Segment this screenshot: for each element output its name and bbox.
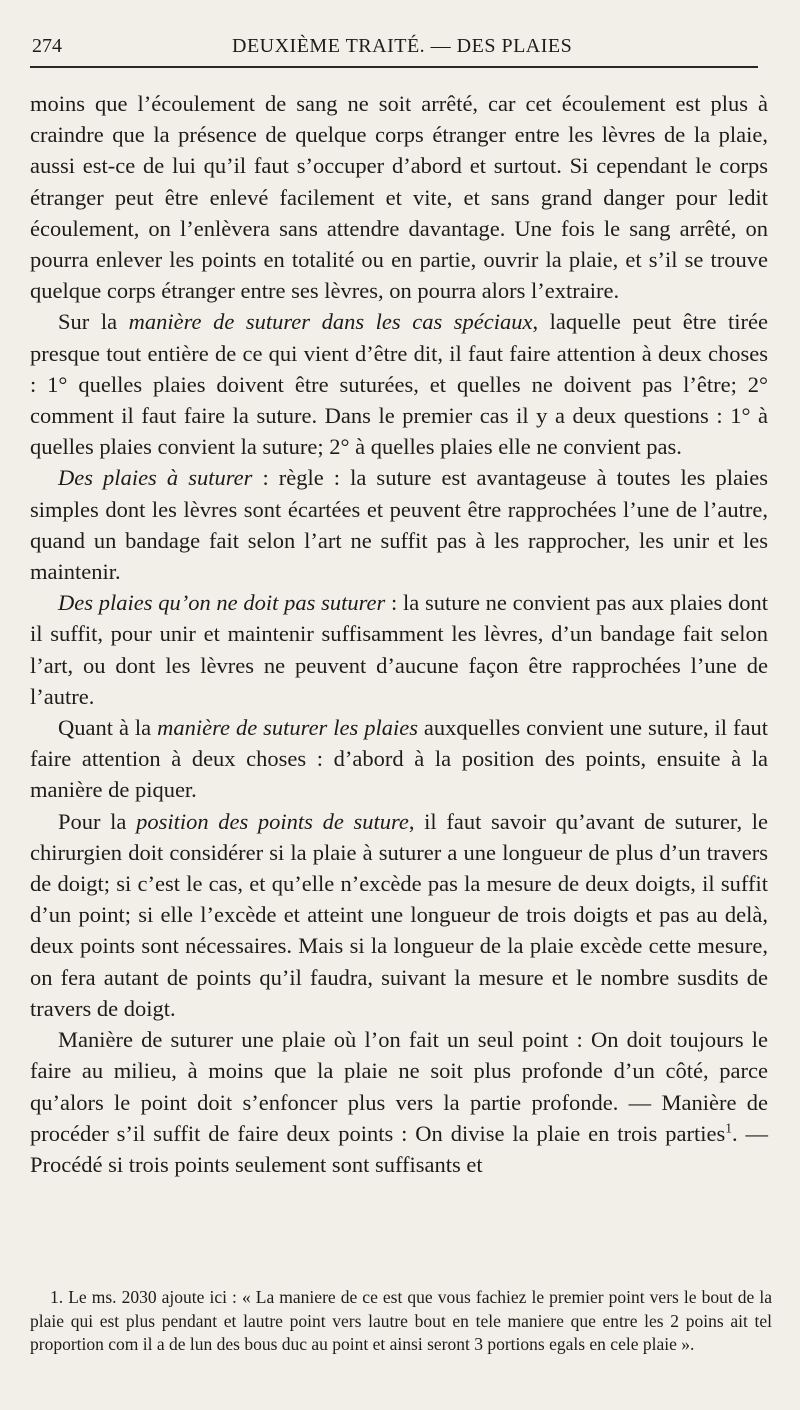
footnotes xyxy=(30,1286,772,1357)
paragraph xyxy=(30,587,768,712)
footnote: 1. Le ms. 2030 ajoute ici : « La maniere de ce est que vous fachiez le premier point vers le bout de la plaie qui est plus pendant et lautre point vers lautre bout en tele maniere que entre les 2 poins ait tel proportion com il a de lun des bous duc au point et ainsi seront 3 portions egals en cele plaie ». xyxy=(30,1287,772,1354)
italic-run: manière de suturer dans les cas spéciaux xyxy=(128,309,533,335)
text-run: Quant à la xyxy=(58,715,158,741)
text-run: Manière de suturer une plaie où l’on fait un seul point : On doit toujours le faire au milieu, à moins que la plaie ne soit plus profonde d’un côté, parce qu’alors le point doit s’enfoncer plus vers la partie profonde. — Manière de procéder s’il suffit de faire deux points : On divise la plaie en trois parties xyxy=(30,1027,768,1146)
text-run: auxquelles convient une suture, il faut faire attention à deux choses : d’abord à la position des points, ensuite à la manière de piquer. xyxy=(30,715,768,803)
footnote-ref: 1 xyxy=(725,1120,732,1136)
page-header xyxy=(32,30,756,62)
italic-run: manière de suturer les plaies xyxy=(157,715,418,741)
text-run: , laquelle peut être tirée presque tout entière de ce qui vient d’être dit, il faut faire attention à deux choses : 1° quelles plaies doivent être suturées, et quelles ne doivent pas l’être; 2° comment il faut faire la suture. Dans le premier cas il y a deux questions : 1° à quelles plaies convient la suture; 2° à quelles plaies elle ne convient pas. xyxy=(30,309,769,460)
paragraph xyxy=(30,712,768,806)
paragraph xyxy=(30,88,768,306)
paragraph xyxy=(30,306,768,462)
text-run: Pour la xyxy=(58,808,137,834)
paragraph xyxy=(30,806,768,1024)
text-run: moins que l’écoulement de sang ne soit arrêté, car cet écoulement est plus à craindre que la présence de quelque corps étranger entre les lèvres de la plaie, aussi est-ce de lui qu’il faut s’occuper d’abord et surtout. Si cependant le corps étranger peut être enlevé facilement et vite, et sans grand danger pour ledit écoulement, on l’enlèvera sans attendre davantage. Une fois le sang arrêté, on pourra enlever les points en totalité ou en partie, ouvrir la plaie, et s’il se trouve quelque corps étranger entre ses lèvres, on pourra alors l’extraire. xyxy=(30,91,768,304)
text-run: : règle : la suture est avantageuse à toutes les plaies simples dont les lèvres sont écartées et peuvent être rapprochées l’une de l’autre, quand un bandage fait selon l’art ne suffit pas à les rapprocher, les unir et les maintenir. xyxy=(30,465,768,585)
running-title: DEUXIÈME TRAITÉ. — DES PLAIES xyxy=(232,35,573,57)
text-run: Sur la xyxy=(58,309,129,335)
italic-run: position des points de suture xyxy=(136,808,409,834)
header-rule xyxy=(30,66,758,68)
text-run: : la suture ne convient pas aux plaies dont il suffit, pour unir et maintenir suffisamment les lèvres, d’un bandage fait selon l’art, ou dont les lèvres ne peuvent d’aucune façon être rapprochées l’une de l’autre. xyxy=(30,590,768,709)
paragraph xyxy=(30,1024,768,1180)
text-run: , il faut savoir qu’avant de suturer, le chirurgien doit considérer si la plaie à suturer a une longueur de plus d’un travers de doigt; si c’est le cas, et qu’elle n’excède pas la mesure de deux doigts, il suffit d’un point; si elle l’excède et atteint une longueur de trois doigts et pas au delà, deux points sont nécessaires. Mais si la longueur de la plaie excède cette mesure, on fera autant de points qu’il faudra, suivant la mesure et le nombre susdits de travers de doigt. xyxy=(30,808,768,1021)
body-text xyxy=(30,88,768,1180)
text-run: . — Procédé si trois points seulement sont suffisants et xyxy=(30,1120,768,1177)
page-number: 274 xyxy=(32,35,62,57)
italic-run: Des plaies qu’on ne doit pas suturer xyxy=(58,590,386,616)
paragraph xyxy=(30,462,768,587)
italic-run: Des plaies à suturer xyxy=(58,465,253,491)
